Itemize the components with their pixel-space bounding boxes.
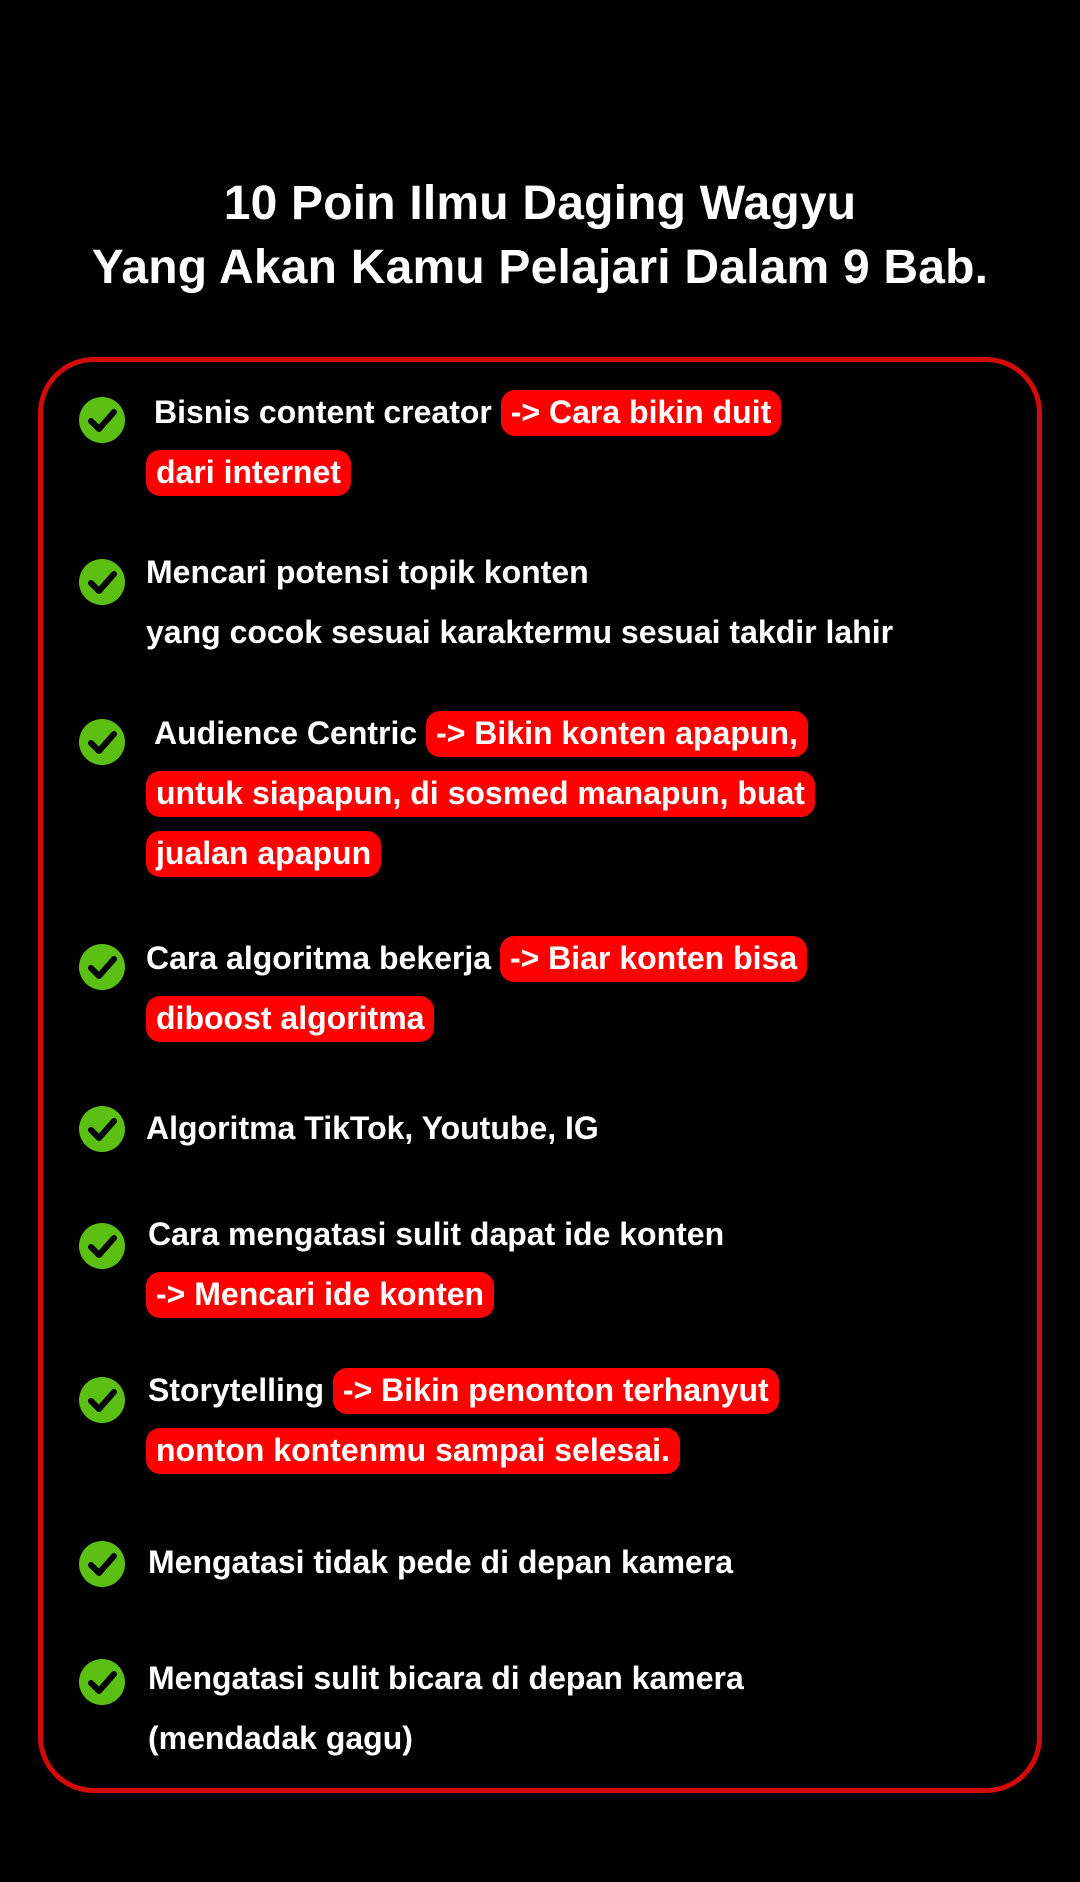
item-7-text: Storytelling [148, 1372, 325, 1408]
check-circle-icon [78, 718, 126, 766]
item-4-highlight-2: diboost algoritma [146, 996, 434, 1042]
check-circle-icon [78, 1105, 126, 1153]
check-circle-icon [78, 1540, 126, 1588]
check-circle-icon [78, 1658, 126, 1706]
item-1-highlight-1: -> Cara bikin duit [501, 390, 781, 436]
check-circle-icon [78, 396, 126, 444]
item-2-line-1: Mencari potensi topik konten [146, 554, 589, 590]
page-title [0, 172, 1080, 300]
check-circle-icon [78, 1376, 126, 1424]
check-circle-icon [78, 1222, 126, 1270]
item-1-text: Bisnis content creator [154, 394, 492, 430]
item-7-highlight-2: nonton kontenmu sampai selesai. [146, 1428, 680, 1474]
item-9-line-1: Mengatasi sulit bicara di depan kamera [148, 1660, 744, 1696]
item-3-highlight-1: -> Bikin konten apapun, [426, 711, 808, 757]
item-4-text: Cara algoritma bekerja [146, 940, 492, 976]
item-4-highlight-1: -> Biar konten bisa [500, 936, 807, 982]
item-3-text: Audience Centric [154, 715, 418, 751]
item-2-line-2: yang cocok sesuai karaktermu sesuai takdir lahir [146, 614, 894, 650]
item-8-text: Mengatasi tidak pede di depan kamera [148, 1544, 734, 1580]
item-1-highlight-2: dari internet [146, 450, 351, 496]
title-line-1: 10 Poin Ilmu Daging Wagyu [223, 177, 857, 230]
item-6-highlight-1: -> Mencari ide konten [146, 1272, 494, 1318]
item-5-text: Algoritma TikTok, Youtube, IG [146, 1110, 599, 1146]
item-3-highlight-2: untuk siapapun, di sosmed manapun, buat [146, 771, 815, 817]
title-line-2: Yang Akan Kamu Pelajari Dalam 9 Bab. [91, 241, 989, 294]
item-7-highlight-1: -> Bikin penonton terhanyut [333, 1368, 779, 1414]
item-3-highlight-3: jualan apapun [146, 831, 381, 877]
check-circle-icon [78, 558, 126, 606]
check-circle-icon [78, 943, 126, 991]
item-6-text: Cara mengatasi sulit dapat ide konten [148, 1216, 725, 1252]
item-9-line-2: (mendadak gagu) [148, 1720, 413, 1756]
